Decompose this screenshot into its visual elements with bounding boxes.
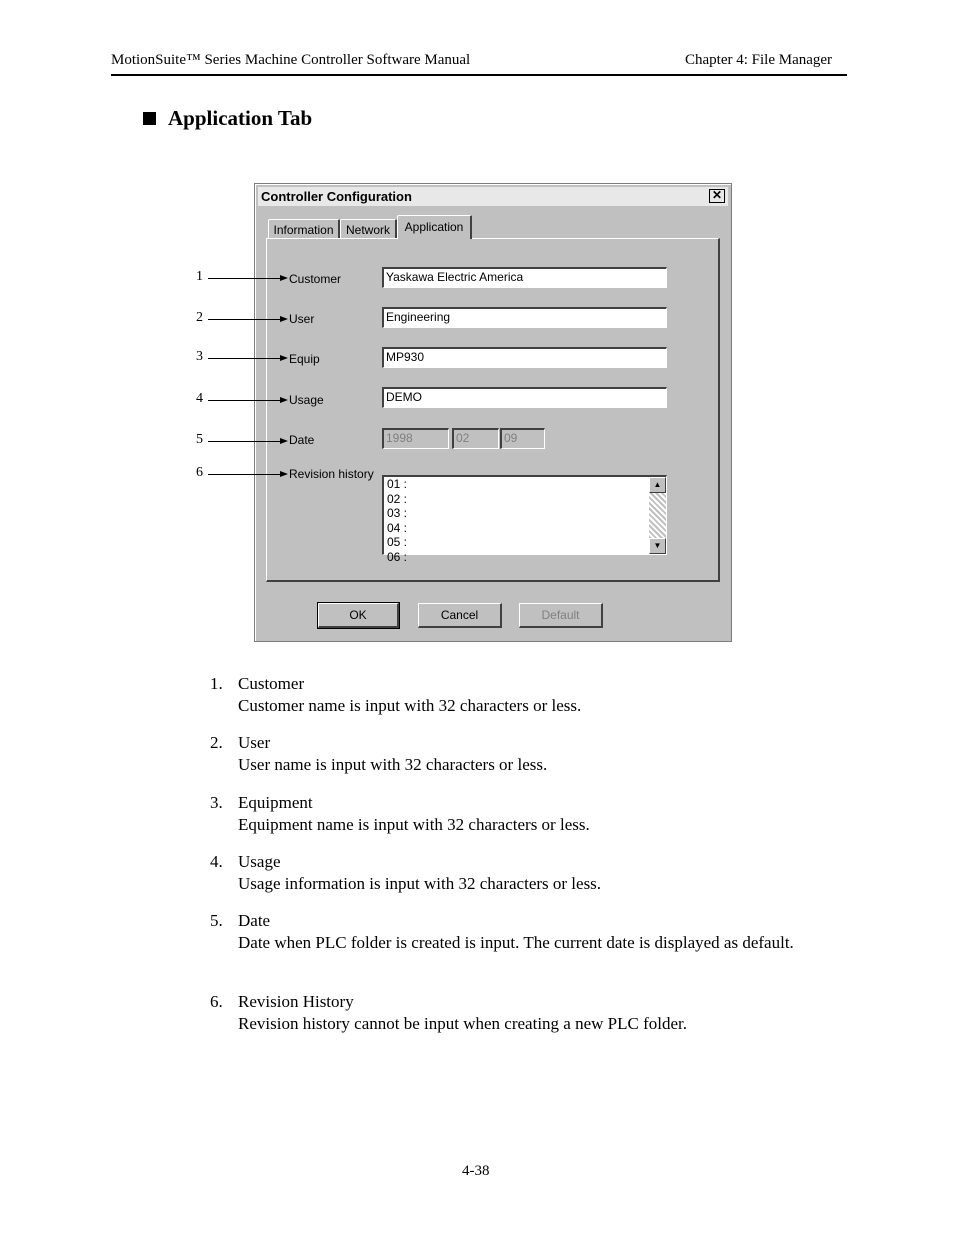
item-number: 5. xyxy=(210,911,223,930)
page-number: 4-38 xyxy=(462,1163,490,1179)
list-item: 05 : xyxy=(387,535,408,549)
item-title: Equipment xyxy=(238,793,313,812)
callout-line-6 xyxy=(208,474,280,475)
item-description: Customer name is input with 32 characters or less. xyxy=(238,696,582,715)
equip-label: Equip xyxy=(289,352,320,366)
callout-number-3: 3 xyxy=(196,349,203,364)
item-description: Usage information is input with 32 characters or less. xyxy=(238,874,602,893)
revision-history-label: Revision history xyxy=(289,467,374,481)
list-item: 04 : xyxy=(387,520,408,535)
square-bullet-icon xyxy=(143,112,156,125)
item-description: Date when PLC folder is created is input. The current date is displayed as default. xyxy=(238,933,794,952)
scroll-down-icon[interactable]: ▼ xyxy=(649,538,666,554)
tab-network[interactable]: Network xyxy=(340,219,397,239)
section-title: Application Tab xyxy=(168,106,313,130)
item-title: Revision History xyxy=(238,992,354,1011)
header-chapter: Chapter 4: File Manager xyxy=(685,52,833,68)
item-description: User name is input with 32 characters or less. xyxy=(238,755,548,774)
item-title: User xyxy=(238,733,271,752)
callout-number-4: 4 xyxy=(196,391,203,406)
item-title: Customer xyxy=(238,674,305,693)
user-label: User xyxy=(289,312,315,326)
date-label: Date xyxy=(289,433,315,447)
ok-button[interactable]: OK xyxy=(318,603,399,628)
arrow-right-icon xyxy=(280,397,288,403)
callout-number-1: 1 xyxy=(196,269,203,284)
arrow-right-icon xyxy=(280,355,288,361)
item-number: 4. xyxy=(210,852,223,871)
callout-number-2: 2 xyxy=(196,310,203,325)
user-input[interactable]: Engineering xyxy=(382,307,667,328)
callout-line-3 xyxy=(208,358,280,359)
equip-input[interactable]: MP930 xyxy=(382,347,667,368)
item-number: 3. xyxy=(210,793,223,812)
date-month-input: 02 xyxy=(452,428,499,449)
tab-application[interactable]: Application xyxy=(397,215,472,239)
callout-number-5: 5 xyxy=(196,432,203,447)
usage-label: Usage xyxy=(289,393,324,407)
callout-number-6: 6 xyxy=(196,465,203,480)
list-item: 06 : xyxy=(387,549,408,564)
header-manual-title: MotionSuite™ Series Machine Controller Software Manual xyxy=(111,52,471,68)
default-button: Default xyxy=(519,603,603,628)
date-day-input: 09 xyxy=(500,428,545,449)
header-rule xyxy=(111,74,847,76)
item-number: 1. xyxy=(210,674,223,693)
list-item: 02 : xyxy=(387,491,408,506)
callout-line-5 xyxy=(208,441,280,442)
customer-label: Customer xyxy=(289,272,342,286)
usage-input[interactable]: DEMO xyxy=(382,387,667,408)
list-item: 01 : xyxy=(387,477,408,491)
arrow-right-icon xyxy=(280,275,288,281)
scrollbar-track[interactable] xyxy=(649,493,666,538)
arrow-right-icon xyxy=(280,438,288,444)
item-number: 2. xyxy=(210,733,223,752)
revision-history-list[interactable] xyxy=(382,475,667,564)
item-title: Date xyxy=(238,911,271,930)
item-description: Revision history cannot be input when creating a new PLC folder. xyxy=(238,1014,687,1033)
callout-line-2 xyxy=(208,319,280,320)
item-number: 6. xyxy=(210,992,223,1011)
callout-line-1 xyxy=(208,278,280,279)
arrow-right-icon xyxy=(280,316,288,322)
vertical-scrollbar[interactable] xyxy=(649,477,666,554)
customer-input[interactable]: Yaskawa Electric America xyxy=(382,267,667,288)
scroll-up-icon[interactable]: ▲ xyxy=(649,477,666,493)
list-item: 03 : xyxy=(387,506,408,520)
callout-line-4 xyxy=(208,400,280,401)
date-year-input: 1998 xyxy=(382,428,449,449)
dialog-title: Controller Configuration xyxy=(261,189,412,204)
cancel-button[interactable]: Cancel xyxy=(418,603,502,628)
arrow-right-icon xyxy=(280,471,288,477)
close-icon[interactable]: ✕ xyxy=(709,189,725,203)
tab-information[interactable]: Information xyxy=(268,219,340,239)
dialog-titlebar xyxy=(258,187,728,206)
item-description: Equipment name is input with 32 characters or less. xyxy=(238,815,590,834)
item-title: Usage xyxy=(238,852,281,871)
